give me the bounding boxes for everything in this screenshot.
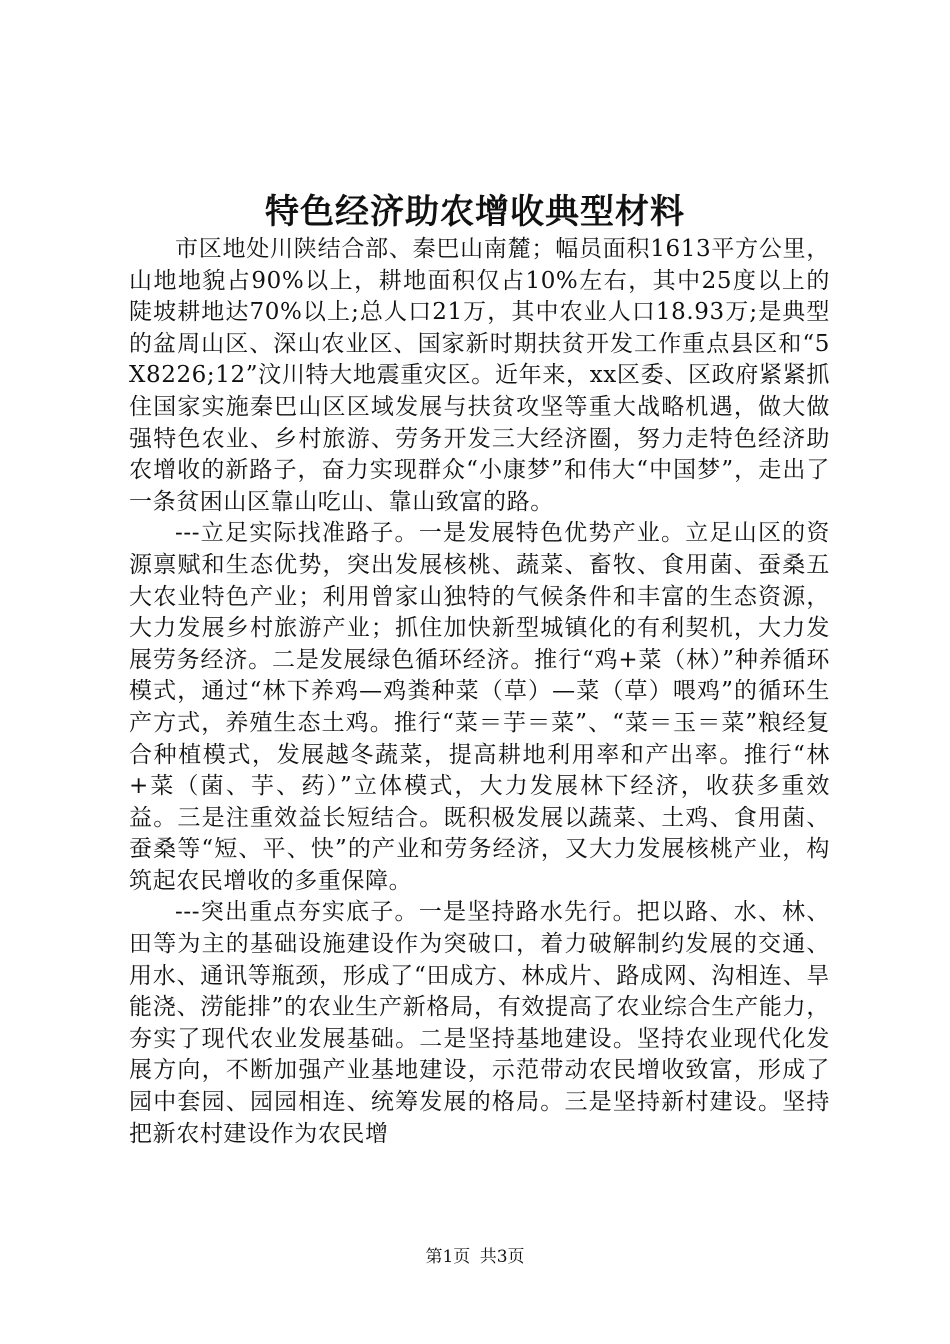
paragraph-foundation: ---突出重点夯实底子。一是坚持路水先行。把以路、水、林、田等为主的基础设施建设作为突破口，着力破解制约发展的交通、用水、通讯等瓶颈，形成了“田成方、林成片、路成网、沟相连、旱能浇、涝能排”的农业生产新格局，有效提高了农业综合生产能力，夯实了现代农业发展基础。二是坚持基地建设。坚持农业现代化发展方向，不断加强产业基地建设，示范带动农民增收致富，形成了园中套园、园园相连、统筹发展的格局。三是坚持新村建设。坚持把新农村建设作为农民增 xyxy=(129,899,830,1147)
paragraph-find-path: ---立足实际找准路子。一是发展特色优势产业。立足山区的资源禀赋和生态优势，突出发展核桃、蔬菜、畜牧、食用菌、蚕桑五大农业特色产业；利用曾家山独特的气候条件和丰富的生态资源，大力发展乡村旅游产业；抓住加快新型城镇化的有利契机，大力发展劳务经济。二是发展绿色循环经济。推行“鸡+菜（林）”种养循环模式，通过“林下养鸡—鸡粪种菜（草）—菜（草）喂鸡”的循环生产方式，养殖生态土鸡。推行“菜＝芋＝菜”、“菜＝玉＝菜”粮经复合种植模式，发展越冬蔬菜，提高耕地利用率和产出率。推行“林+菜（菌、芋、药）”立体模式，大力发展林下经济，收获多重效益。三是注重效益长短结合。既积极发展以蔬菜、土鸡、食用菌、蚕桑等“短、平、快”的产业和劳务经济，又大力发展核桃产业，构筑起农民增收的多重保障。 xyxy=(129,520,830,894)
document-title: 特色经济助农增收典型材料 xyxy=(265,192,685,232)
page-footer xyxy=(0,1245,950,1269)
page-total: 共3页 xyxy=(479,1247,525,1267)
page-number: 第1页 xyxy=(425,1247,471,1267)
document-body xyxy=(129,234,830,1150)
paragraph-intro: 市区地处川陕结合部、秦巴山南麓；幅员面积1613平方公里，山地地貌占90%以上，耕地面积仅占10%左右，其中25度以上的陡坡耕地达70%以上;总人口21万，其中农业人口18.93万;是典型的盆周山区、深山农业区、国家新时期扶贫开发工作重点县区和“5X8226;12”汶川特大地震重灾区。近年来，xx区委、区政府紧紧抓住国家实施秦巴山区区域发展与扶贫攻坚等重大战略机遇，做大做强特色农业、乡村旅游、劳务开发三大经济圈，努力走特色经济助农增收的新路子，奋力实现群众“小康梦”和伟大“中国梦”，走出了一条贫困山区靠山吃山、靠山致富的路。 xyxy=(129,236,830,515)
